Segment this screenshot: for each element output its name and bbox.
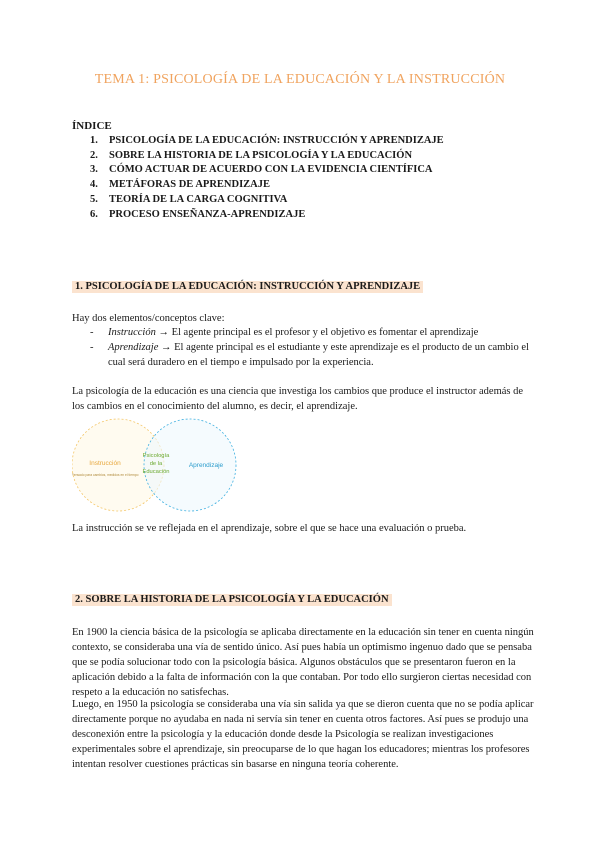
venn-center-label-3: Educación <box>142 469 170 475</box>
bullet-instruccion: - Instrucción → El agente principal es el profesor y el objetivo es fomentar el aprendizaje <box>90 327 479 338</box>
section-1-intro: Hay dos elementos/conceptos clave: <box>72 313 225 324</box>
section-2-paragraph-1: En 1900 la ciencia básica de la psicología se aplicaba directamente en la educación sin tener en cuenta ningún contexto, se consideraba una vía de sentido único. Así pues había un optimismo ingenuo dado que se pensaba que se podía solucionar todo con la psicología básica. Algunos obstáculos que se presentaron fueron en la aplicación debido a la falta de información con la que contaban. Por todo ello surgieron ciertas necesidad con respeto a la educación no satisfechas. <box>72 627 534 698</box>
index-list <box>90 134 444 222</box>
document-title: TEMA 1: PSICOLOGÍA DE LA EDUCACIÓN Y LA INSTRUCCIÓN <box>94 72 506 87</box>
section-1-after: La instrucción se ve reflejada en el aprendizaje, sobre el que se hace una evaluación o prueba. <box>72 523 467 534</box>
venn-right-label: Aprendizaje <box>188 462 224 469</box>
section-1-paragraph: La psicología de la educación es una ciencia que investiga los cambios que produce el instructor además de los cambios en el conocimiento del alumno, es decir, el aprendizaje. <box>72 386 524 412</box>
section-1-heading: 1. PSICOLOGÍA DE LA EDUCACIÓN: INSTRUCCIÓN Y APRENDIZAJE <box>72 281 528 298</box>
venn-diagram <box>72 413 242 518</box>
venn-left-sublabel: Pensado para cambios, medidos en el tiempo <box>72 473 139 477</box>
section-2-heading: 2. SOBRE LA HISTORIA DE LA PSICOLOGÍA Y LA EDUCACIÓN <box>72 594 528 611</box>
bullet-aprendizaje: - Aprendizaje → El agente principal es el estudiante y este aprendizaje es el producto de un cambio el cual será duradero en el tiempo e impulsado por la experiencia. <box>90 342 529 368</box>
venn-center-label-1: Psicología <box>142 453 170 459</box>
venn-left-label: Instrucción <box>89 460 121 467</box>
index-heading: ÍNDICE <box>72 120 112 132</box>
index-item: 5. TEORÍA DE LA CARGA COGNITIVA <box>90 193 288 205</box>
index-item: 4. METÁFORAS DE APRENDIZAJE <box>90 179 271 191</box>
section-2-paragraph-2: Luego, en 1950 la psicología se consideraba una vía sin salida ya que se dieron cuenta que no se podía aplicar directamente porque no ayudaba en nada ni servía sin tener en cuenta otros factores. Así pues se produjo una desconexión entre la psicología y la educación donde desde la Psicología se realizan investigaciones experimentales sobre el aprendizaje, sin preocuparse de lo que hagan los educadores; mientras los profesores intentan resolver cuestiones prácticas sin basarse en ninguna teoría coherente. <box>72 699 534 770</box>
index-item: 6. PROCESO ENSEÑANZA-APRENDIZAJE <box>90 208 306 220</box>
index-item: 1. PSICOLOGÍA DE LA EDUCACIÓN: INSTRUCCIÓN Y APRENDIZAJE <box>90 135 444 146</box>
venn-center-label-2: de la <box>149 461 163 467</box>
index-item: 2. SOBRE LA HISTORIA DE LA PSICOLOGÍA Y LA EDUCACIÓN <box>90 149 413 161</box>
index-item: 3. CÓMO ACTUAR DE ACUERDO CON LA EVIDENCIA CIENTÍFICA <box>90 164 433 176</box>
